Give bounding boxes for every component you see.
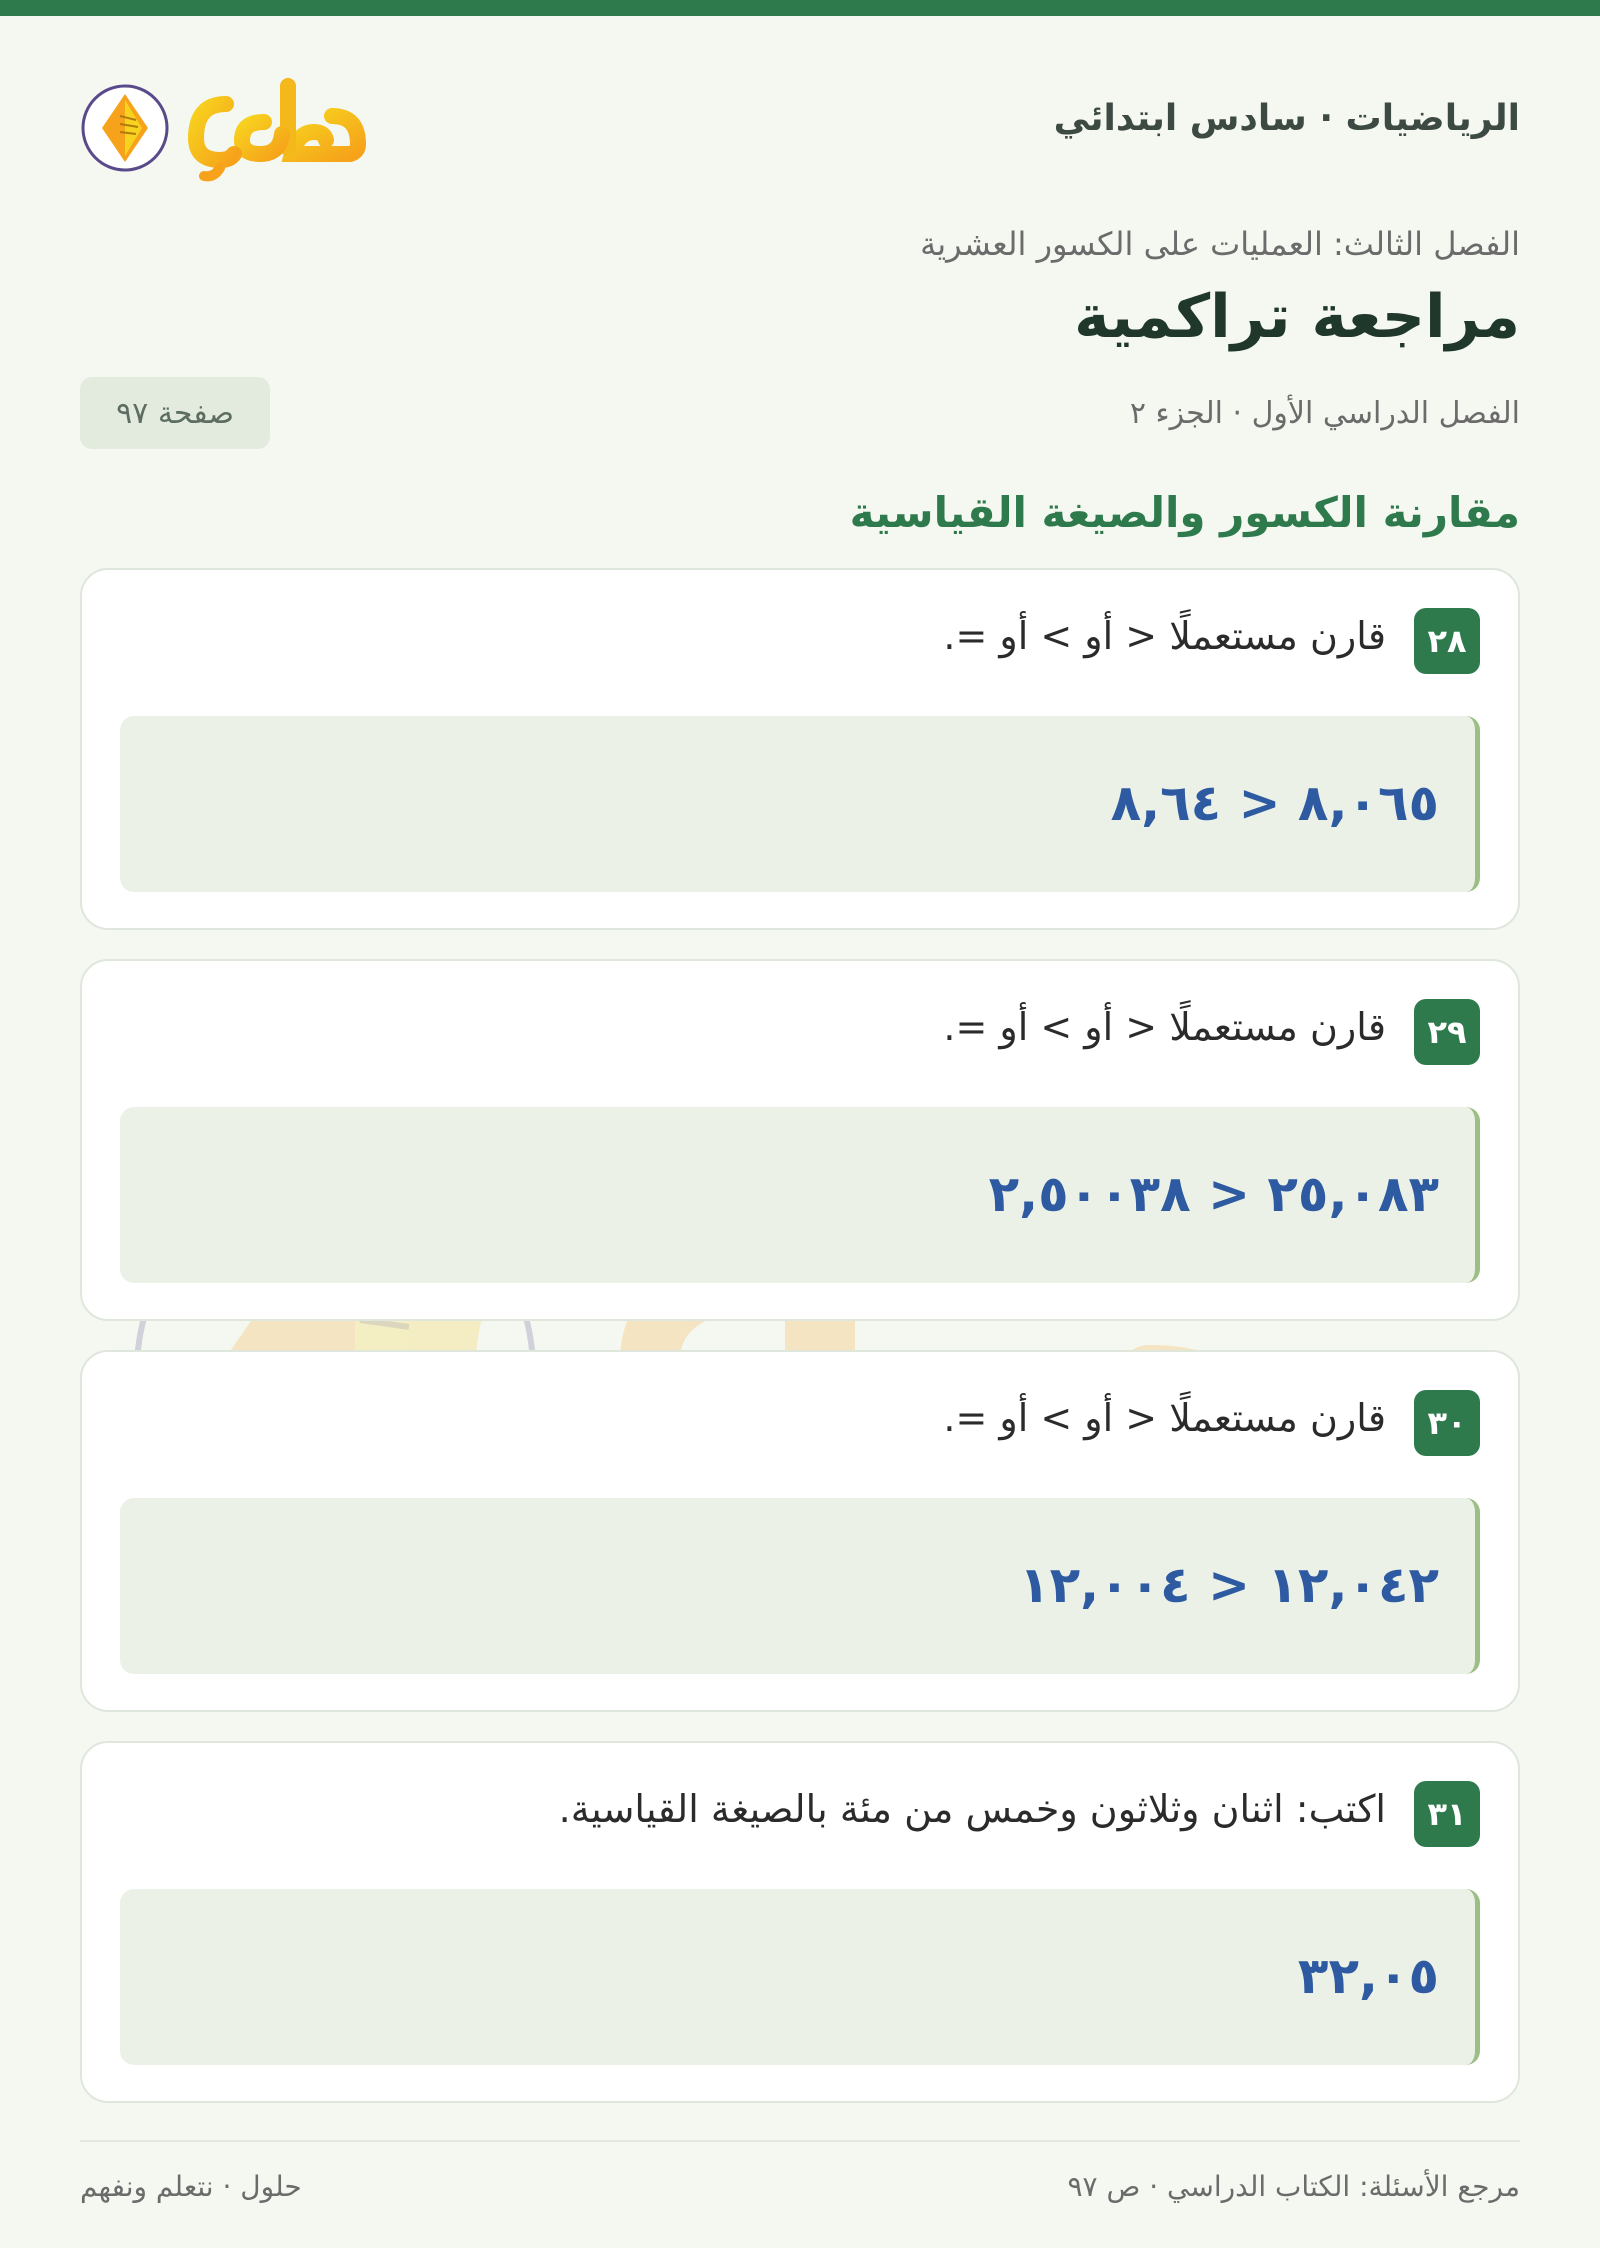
answer-box [120, 1498, 1480, 1674]
semester-meta: الفصل الدراسي الأول · الجزء ٢ [1129, 396, 1520, 431]
answer-box [120, 716, 1480, 892]
chapter-title: الفصل الثالث: العمليات على الكسور العشرية [920, 225, 1520, 263]
answer-text: ٢٥,٠٨٣ < ٢,٥٠٠٣٨ [988, 1165, 1439, 1223]
page-header [80, 60, 1520, 200]
question-text: قارن مستعملًا < أو > أو =. [943, 614, 1386, 658]
question-text: اكتب: اثنان وثلاثون وخمس من مئة بالصيغة القياسية. [558, 1787, 1386, 1831]
subject-label: الرياضيات · سادس ابتدائي [1053, 98, 1520, 139]
hulul-logo[interactable] [80, 64, 370, 182]
question-number: ٣٠ [1414, 1390, 1480, 1456]
hulul-logo-icon [80, 64, 370, 182]
question-card-28 [80, 568, 1520, 930]
answer-text: ١٢,٠٤٢ < ١٢,٠٠٤ [1019, 1556, 1439, 1614]
question-card-30 [80, 1350, 1520, 1712]
page-title: مراجعة تراكمية [1074, 282, 1520, 352]
question-number: ٣١ [1414, 1781, 1480, 1847]
answer-text: ٣٢,٠٥ [1297, 1947, 1439, 2005]
question-card-31 [80, 1741, 1520, 2103]
question-text: قارن مستعملًا < أو > أو =. [943, 1005, 1386, 1049]
answer-box [120, 1107, 1480, 1283]
page-number-badge: صفحة ٩٧ [80, 377, 270, 449]
footer-divider [80, 2140, 1520, 2142]
question-text: قارن مستعملًا < أو > أو =. [943, 1396, 1386, 1440]
top-accent-bar [0, 0, 1600, 16]
answer-text: ٨,٠٦٥ < ٨,٦٤ [1110, 774, 1439, 832]
answer-box [120, 1889, 1480, 2065]
question-card-29 [80, 959, 1520, 1321]
question-number: ٢٩ [1414, 999, 1480, 1065]
footer-reference: مرجع الأسئلة: الكتاب الدراسي · ص ٩٧ [1067, 2170, 1520, 2203]
section-heading: مقارنة الكسور والصيغة القياسية [849, 488, 1520, 537]
question-number: ٢٨ [1414, 608, 1480, 674]
footer-brand: حلول · نتعلم ونفهم [80, 2170, 302, 2203]
